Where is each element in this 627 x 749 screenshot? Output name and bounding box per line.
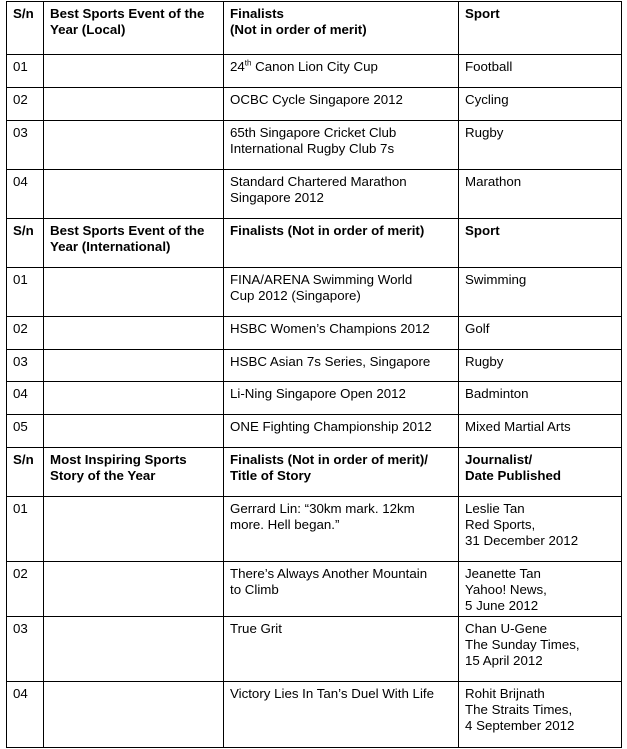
header-finalists: Finalists (Not in order of merit)/ Title of Story bbox=[224, 448, 459, 497]
cell-sn: 01 bbox=[7, 55, 44, 88]
cell-journalist: Chan U-Gene The Sunday Times, 15 April 2012 bbox=[459, 617, 622, 682]
cell-category bbox=[44, 268, 224, 317]
cell-category bbox=[44, 350, 224, 382]
header-category: Best Sports Event of the Year (Local) bbox=[44, 2, 224, 55]
cell-sn: 01 bbox=[7, 497, 44, 562]
cell-finalist: Li-Ning Singapore Open 2012 bbox=[224, 382, 459, 415]
header-sn: S/n bbox=[7, 2, 44, 55]
cell-journalist: Jeanette Tan Yahoo! News, 5 June 2012 bbox=[459, 562, 622, 617]
table-row bbox=[7, 88, 622, 121]
cell-category bbox=[44, 617, 224, 682]
table-row bbox=[7, 497, 622, 562]
table-row bbox=[7, 682, 622, 748]
cell-sn: 04 bbox=[7, 170, 44, 219]
cell-finalist: ONE Fighting Championship 2012 bbox=[224, 415, 459, 448]
cell-finalist: Victory Lies In Tan’s Duel With Life bbox=[224, 682, 459, 748]
cell-finalist: HSBC Women’s Champions 2012 bbox=[224, 317, 459, 350]
finalists-table bbox=[6, 1, 622, 748]
header-sport: Sport bbox=[459, 219, 622, 268]
cell-sn: 03 bbox=[7, 121, 44, 170]
cell-category bbox=[44, 317, 224, 350]
cell-finalist: True Grit bbox=[224, 617, 459, 682]
cell-finalist: Standard Chartered Marathon Singapore 2012 bbox=[224, 170, 459, 219]
cell-sn: 04 bbox=[7, 682, 44, 748]
cell-sport: Football bbox=[459, 55, 622, 88]
table-row bbox=[7, 350, 622, 382]
cell-sn: 04 bbox=[7, 382, 44, 415]
cell-category bbox=[44, 121, 224, 170]
cell-sport: Badminton bbox=[459, 382, 622, 415]
ordinal-suffix: th bbox=[244, 58, 252, 68]
section-header-row bbox=[7, 2, 622, 55]
header-finalists: Finalists (Not in order of merit) bbox=[224, 2, 459, 55]
table-row bbox=[7, 268, 622, 317]
cell-sport: Marathon bbox=[459, 170, 622, 219]
cell-sn: 05 bbox=[7, 415, 44, 448]
cell-sn: 02 bbox=[7, 562, 44, 617]
cell-category bbox=[44, 88, 224, 121]
cell-sn: 02 bbox=[7, 88, 44, 121]
cell-category bbox=[44, 562, 224, 617]
cell-sn: 01 bbox=[7, 268, 44, 317]
cell-finalist: 24th Canon Lion City Cup bbox=[224, 55, 459, 88]
cell-category bbox=[44, 497, 224, 562]
table-row bbox=[7, 121, 622, 170]
cell-finalist: FINA/ARENA Swimming World Cup 2012 (Singapore) bbox=[224, 268, 459, 317]
table-row bbox=[7, 55, 622, 88]
cell-journalist: Leslie Tan Red Sports, 31 December 2012 bbox=[459, 497, 622, 562]
cell-sport: Swimming bbox=[459, 268, 622, 317]
section-header-row bbox=[7, 448, 622, 497]
table-row bbox=[7, 617, 622, 682]
cell-sn: 03 bbox=[7, 617, 44, 682]
table-row bbox=[7, 562, 622, 617]
table-row bbox=[7, 415, 622, 448]
section-header-row bbox=[7, 219, 622, 268]
header-sport: Sport bbox=[459, 2, 622, 55]
table-row bbox=[7, 317, 622, 350]
cell-sport: Rugby bbox=[459, 350, 622, 382]
cell-sn: 02 bbox=[7, 317, 44, 350]
header-category: Most Inspiring Sports Story of the Year bbox=[44, 448, 224, 497]
cell-sport: Cycling bbox=[459, 88, 622, 121]
cell-finalist: There’s Always Another Mountain to Climb bbox=[224, 562, 459, 617]
header-finalists: Finalists (Not in order of merit) bbox=[224, 219, 459, 268]
cell-finalist: Gerrard Lin: “30km mark. 12km more. Hell began.” bbox=[224, 497, 459, 562]
cell-sport: Mixed Martial Arts bbox=[459, 415, 622, 448]
cell-category bbox=[44, 55, 224, 88]
cell-finalist: 65th Singapore Cricket Club International Rugby Club 7s bbox=[224, 121, 459, 170]
cell-sport: Golf bbox=[459, 317, 622, 350]
cell-category bbox=[44, 415, 224, 448]
cell-category bbox=[44, 170, 224, 219]
table-row bbox=[7, 170, 622, 219]
cell-category bbox=[44, 682, 224, 748]
cell-finalist: OCBC Cycle Singapore 2012 bbox=[224, 88, 459, 121]
cell-sn: 03 bbox=[7, 350, 44, 382]
cell-journalist: Rohit Brijnath The Straits Times, 4 September 2012 bbox=[459, 682, 622, 748]
cell-finalist: HSBC Asian 7s Series, Singapore bbox=[224, 350, 459, 382]
cell-category bbox=[44, 382, 224, 415]
header-journalist: Journalist/ Date Published bbox=[459, 448, 622, 497]
header-category: Best Sports Event of the Year (International) bbox=[44, 219, 224, 268]
cell-sport: Rugby bbox=[459, 121, 622, 170]
header-sn: S/n bbox=[7, 219, 44, 268]
table-row bbox=[7, 382, 622, 415]
header-sn: S/n bbox=[7, 448, 44, 497]
